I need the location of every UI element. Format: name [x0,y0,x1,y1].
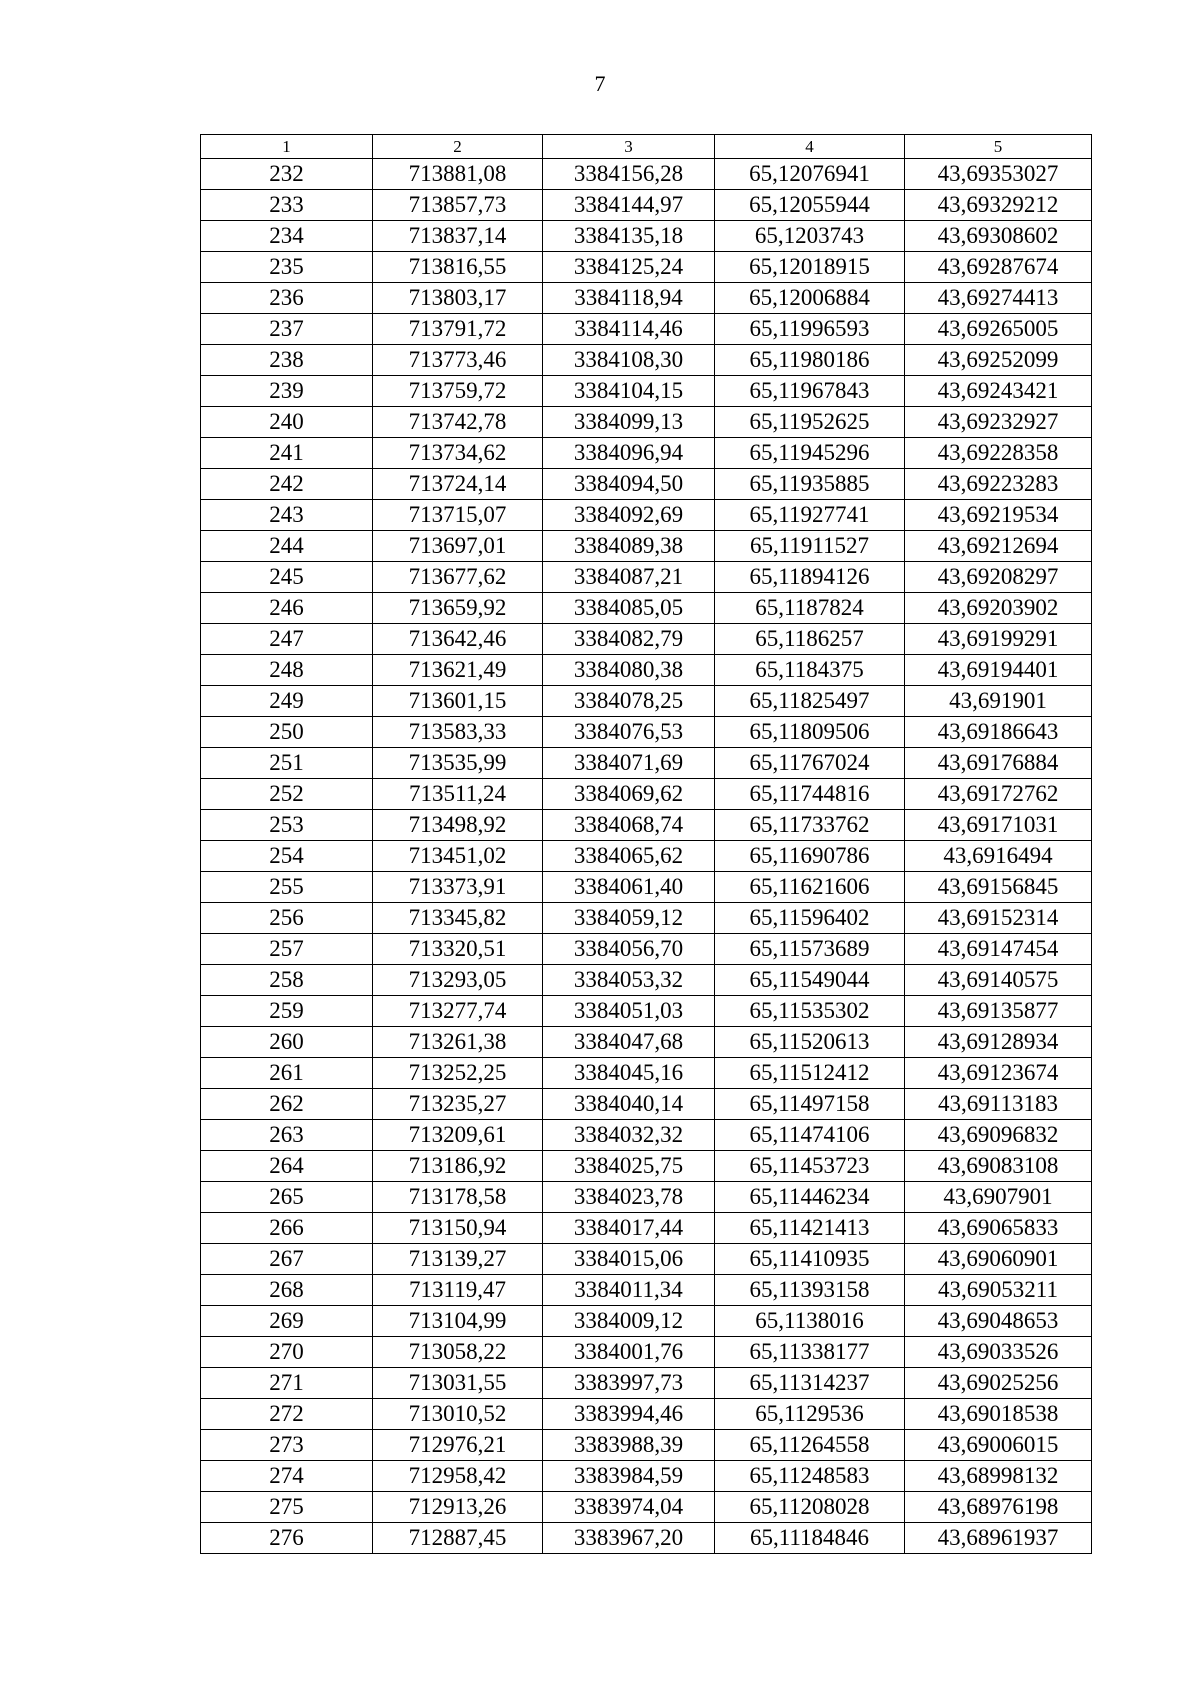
table-cell: 713345,82 [373,903,543,934]
table-cell: 65,11809506 [715,717,905,748]
table-cell: 65,11945296 [715,438,905,469]
table-row [201,376,1092,407]
table-cell: 713320,51 [373,934,543,965]
table-cell: 43,69228358 [905,438,1092,469]
table-cell: 3384156,28 [543,159,715,190]
table-row [201,996,1092,1027]
table-cell: 65,11446234 [715,1182,905,1213]
table-row [201,1430,1092,1461]
table-row [201,1151,1092,1182]
table-cell: 65,1138016 [715,1306,905,1337]
table-cell: 3384082,79 [543,624,715,655]
table-cell: 235 [201,252,373,283]
table-cell: 256 [201,903,373,934]
table-cell: 65,11744816 [715,779,905,810]
table-cell: 65,11690786 [715,841,905,872]
table-cell: 65,11393158 [715,1275,905,1306]
table-cell: 43,69147454 [905,934,1092,965]
table-cell: 65,11911527 [715,531,905,562]
table-cell: 65,1187824 [715,593,905,624]
table-cell: 43,69194401 [905,655,1092,686]
page-number: 7 [594,71,606,96]
table-cell: 43,69274413 [905,283,1092,314]
table-row [201,531,1092,562]
table-cell: 3383994,46 [543,1399,715,1430]
table-cell: 43,69308602 [905,221,1092,252]
table-cell: 713642,46 [373,624,543,655]
table-cell: 3384096,94 [543,438,715,469]
table-row [201,1089,1092,1120]
table-cell: 43,69186643 [905,717,1092,748]
table-cell: 3384085,05 [543,593,715,624]
table-row [201,1213,1092,1244]
table-cell: 713261,38 [373,1027,543,1058]
table-cell: 3384069,62 [543,779,715,810]
table-cell: 247 [201,624,373,655]
table-cell: 43,6907901 [905,1182,1092,1213]
table-cell: 713186,92 [373,1151,543,1182]
table-row [201,810,1092,841]
table-cell: 43,69053211 [905,1275,1092,1306]
table-cell: 3384092,69 [543,500,715,531]
table-row [201,1275,1092,1306]
table-cell: 65,1184375 [715,655,905,686]
table-cell: 65,11474106 [715,1120,905,1151]
table-cell: 43,69018538 [905,1399,1092,1430]
table-cell: 3384061,40 [543,872,715,903]
table-cell: 65,12076941 [715,159,905,190]
table-cell: 713601,15 [373,686,543,717]
table-cell: 65,11894126 [715,562,905,593]
table-row [201,1492,1092,1523]
table-cell: 245 [201,562,373,593]
table-row [201,624,1092,655]
table-cell: 65,12018915 [715,252,905,283]
table-cell: 43,68961937 [905,1523,1092,1554]
table-cell: 3384114,46 [543,314,715,345]
table-row [201,779,1092,810]
table-cell: 3383988,39 [543,1430,715,1461]
table-cell: 65,1186257 [715,624,905,655]
table-cell: 65,11535302 [715,996,905,1027]
table-cell: 43,69172762 [905,779,1092,810]
table-cell: 3384144,97 [543,190,715,221]
table-cell: 3384068,74 [543,810,715,841]
table-cell: 3384059,12 [543,903,715,934]
table-cell: 713451,02 [373,841,543,872]
table-cell: 43,69025256 [905,1368,1092,1399]
table-row [201,438,1092,469]
table-cell: 65,11621606 [715,872,905,903]
column-header: 2 [373,135,543,159]
table-cell: 269 [201,1306,373,1337]
table-row [201,1523,1092,1554]
table-cell: 65,11967843 [715,376,905,407]
table-cell: 43,69033526 [905,1337,1092,1368]
table-cell: 713119,47 [373,1275,543,1306]
table-row [201,748,1092,779]
table-row [201,1182,1092,1213]
table-row [201,190,1092,221]
table-cell: 713209,61 [373,1120,543,1151]
table-cell: 238 [201,345,373,376]
table-cell: 43,69203902 [905,593,1092,624]
table-cell: 43,68976198 [905,1492,1092,1523]
table-cell: 232 [201,159,373,190]
table-row [201,252,1092,283]
table-cell: 713857,73 [373,190,543,221]
table-cell: 65,1203743 [715,221,905,252]
table-cell: 43,69199291 [905,624,1092,655]
table-cell: 65,11767024 [715,748,905,779]
table-cell: 713277,74 [373,996,543,1027]
table-cell: 43,68998132 [905,1461,1092,1492]
table-cell: 237 [201,314,373,345]
table-cell: 713816,55 [373,252,543,283]
table-row [201,903,1092,934]
table-cell: 713235,27 [373,1089,543,1120]
table-row [201,1461,1092,1492]
table-cell: 713803,17 [373,283,543,314]
table-cell: 65,12055944 [715,190,905,221]
table-cell: 43,69287674 [905,252,1092,283]
table-cell: 3384009,12 [543,1306,715,1337]
table-cell: 65,11825497 [715,686,905,717]
table-cell: 713252,25 [373,1058,543,1089]
table-cell: 267 [201,1244,373,1275]
table-cell: 3384118,94 [543,283,715,314]
table-cell: 3384087,21 [543,562,715,593]
table-cell: 252 [201,779,373,810]
table-cell: 3383984,59 [543,1461,715,1492]
table-cell: 250 [201,717,373,748]
table-cell: 3384094,50 [543,469,715,500]
table-cell: 3384001,76 [543,1337,715,1368]
table-row [201,1058,1092,1089]
table-cell: 242 [201,469,373,500]
table-cell: 43,69135877 [905,996,1092,1027]
table-cell: 43,69243421 [905,376,1092,407]
table-cell: 43,69060901 [905,1244,1092,1275]
table-cell: 3384089,38 [543,531,715,562]
table-cell: 3384076,53 [543,717,715,748]
table-cell: 713031,55 [373,1368,543,1399]
table-cell: 65,11935885 [715,469,905,500]
table-row [201,872,1092,903]
table-row [201,1337,1092,1368]
table-row [201,1120,1092,1151]
table-cell: 65,11512412 [715,1058,905,1089]
table-cell: 65,11733762 [715,810,905,841]
table-cell: 65,11980186 [715,345,905,376]
table-cell: 270 [201,1337,373,1368]
table-cell: 249 [201,686,373,717]
table-row [201,221,1092,252]
table-cell: 43,69048653 [905,1306,1092,1337]
table-cell: 43,69208297 [905,562,1092,593]
table-cell: 3383967,20 [543,1523,715,1554]
table-cell: 272 [201,1399,373,1430]
table-cell: 713498,92 [373,810,543,841]
table-cell: 3383974,04 [543,1492,715,1523]
table-body [201,159,1092,1554]
table-cell: 43,69171031 [905,810,1092,841]
table-cell: 712958,42 [373,1461,543,1492]
table-cell: 713715,07 [373,500,543,531]
table-cell: 274 [201,1461,373,1492]
table-cell: 43,6916494 [905,841,1092,872]
table-cell: 65,11248583 [715,1461,905,1492]
table-cell: 713734,62 [373,438,543,469]
table-cell: 713583,33 [373,717,543,748]
table-cell: 244 [201,531,373,562]
table-row [201,655,1092,686]
table-cell: 233 [201,190,373,221]
table-cell: 712976,21 [373,1430,543,1461]
table-cell: 257 [201,934,373,965]
table-cell: 713791,72 [373,314,543,345]
table-cell: 246 [201,593,373,624]
table-cell: 3384078,25 [543,686,715,717]
table-cell: 713104,99 [373,1306,543,1337]
table-cell: 65,11264558 [715,1430,905,1461]
table-cell: 43,691901 [905,686,1092,717]
table-row [201,1244,1092,1275]
table-cell: 3384023,78 [543,1182,715,1213]
table-cell: 3384053,32 [543,965,715,996]
table-cell: 65,12006884 [715,283,905,314]
table-cell: 713058,22 [373,1337,543,1368]
table-row [201,934,1092,965]
table-cell: 239 [201,376,373,407]
table-cell: 43,69152314 [905,903,1092,934]
table-cell: 43,69219534 [905,500,1092,531]
table-cell: 253 [201,810,373,841]
table-cell: 65,11952625 [715,407,905,438]
table-row [201,717,1092,748]
table-cell: 271 [201,1368,373,1399]
table-row [201,1306,1092,1337]
table-cell: 43,69176884 [905,748,1092,779]
table-cell: 273 [201,1430,373,1461]
table-cell: 3384047,68 [543,1027,715,1058]
table-cell: 43,69265005 [905,314,1092,345]
table-cell: 713535,99 [373,748,543,779]
table-cell: 713759,72 [373,376,543,407]
table-cell: 254 [201,841,373,872]
table-row [201,1399,1092,1430]
table-cell: 713010,52 [373,1399,543,1430]
table-row [201,562,1092,593]
table-cell: 65,11573689 [715,934,905,965]
table-cell: 713881,08 [373,159,543,190]
table-cell: 713293,05 [373,965,543,996]
table-cell: 234 [201,221,373,252]
table-cell: 43,69006015 [905,1430,1092,1461]
table-cell: 240 [201,407,373,438]
table-row [201,841,1092,872]
table-cell: 264 [201,1151,373,1182]
table-cell: 43,69212694 [905,531,1092,562]
table-cell: 3384125,24 [543,252,715,283]
table-cell: 265 [201,1182,373,1213]
table-cell: 43,69232927 [905,407,1092,438]
column-header: 4 [715,135,905,159]
table-cell: 713659,92 [373,593,543,624]
table-row [201,965,1092,996]
table-cell: 43,69140575 [905,965,1092,996]
table-cell: 65,11549044 [715,965,905,996]
table-cell: 713139,27 [373,1244,543,1275]
table-cell: 43,69083108 [905,1151,1092,1182]
table-cell: 3384056,70 [543,934,715,965]
table-row [201,407,1092,438]
table-cell: 43,69156845 [905,872,1092,903]
table-header [201,135,1092,159]
table-cell: 65,11421413 [715,1213,905,1244]
column-header: 3 [543,135,715,159]
table-cell: 65,11410935 [715,1244,905,1275]
column-header: 1 [201,135,373,159]
table-cell: 43,69329212 [905,190,1092,221]
table-cell: 3384071,69 [543,748,715,779]
table-cell: 43,69123674 [905,1058,1092,1089]
table-cell: 3384065,62 [543,841,715,872]
table-row [201,469,1092,500]
table-cell: 713697,01 [373,531,543,562]
table-cell: 262 [201,1089,373,1120]
table-cell: 276 [201,1523,373,1554]
table-cell: 251 [201,748,373,779]
table-cell: 243 [201,500,373,531]
table-cell: 65,11338177 [715,1337,905,1368]
table-cell: 65,11520613 [715,1027,905,1058]
table-row [201,593,1092,624]
table-cell: 261 [201,1058,373,1089]
table-cell: 65,11996593 [715,314,905,345]
table-cell: 3384051,03 [543,996,715,1027]
table-cell: 3384025,75 [543,1151,715,1182]
header-row [201,135,1092,159]
table-cell: 43,69353027 [905,159,1092,190]
table-cell: 713837,14 [373,221,543,252]
table-cell: 3384135,18 [543,221,715,252]
table-cell: 712887,45 [373,1523,543,1554]
table-cell: 248 [201,655,373,686]
table-cell: 65,11314237 [715,1368,905,1399]
table-cell: 258 [201,965,373,996]
table-cell: 3384032,32 [543,1120,715,1151]
table-cell: 43,69065833 [905,1213,1092,1244]
table-cell: 275 [201,1492,373,1523]
table-cell: 65,1129536 [715,1399,905,1430]
table-row [201,314,1092,345]
table-cell: 712913,26 [373,1492,543,1523]
table-cell: 3384099,13 [543,407,715,438]
table-cell: 259 [201,996,373,1027]
table-cell: 713178,58 [373,1182,543,1213]
table-cell: 3384011,34 [543,1275,715,1306]
table-cell: 255 [201,872,373,903]
table-cell: 236 [201,283,373,314]
table-cell: 713511,24 [373,779,543,810]
table-cell: 713677,62 [373,562,543,593]
column-header: 5 [905,135,1092,159]
table-cell: 713773,46 [373,345,543,376]
table-cell: 263 [201,1120,373,1151]
coordinates-table [200,134,1092,1554]
table-cell: 713150,94 [373,1213,543,1244]
table-cell: 65,11596402 [715,903,905,934]
table-row [201,500,1092,531]
table-cell: 43,69128934 [905,1027,1092,1058]
table-cell: 43,69113183 [905,1089,1092,1120]
table-row [201,1027,1092,1058]
table-cell: 3383997,73 [543,1368,715,1399]
table-cell: 713621,49 [373,655,543,686]
table-cell: 241 [201,438,373,469]
table-row [201,1368,1092,1399]
table-cell: 65,11927741 [715,500,905,531]
table-row [201,686,1092,717]
table-cell: 65,11184846 [715,1523,905,1554]
table-cell: 713724,14 [373,469,543,500]
table-cell: 260 [201,1027,373,1058]
table-cell: 3384108,30 [543,345,715,376]
table-cell: 268 [201,1275,373,1306]
table-cell: 713742,78 [373,407,543,438]
table-row [201,283,1092,314]
table-cell: 3384080,38 [543,655,715,686]
table-cell: 3384040,14 [543,1089,715,1120]
table-cell: 65,11453723 [715,1151,905,1182]
table-cell: 3384017,44 [543,1213,715,1244]
table-row [201,159,1092,190]
table-cell: 3384104,15 [543,376,715,407]
table-cell: 65,11208028 [715,1492,905,1523]
table-cell: 266 [201,1213,373,1244]
table-cell: 65,11497158 [715,1089,905,1120]
table-cell: 43,69252099 [905,345,1092,376]
table-cell: 3384045,16 [543,1058,715,1089]
table-cell: 43,69096832 [905,1120,1092,1151]
table-row [201,345,1092,376]
table-cell: 43,69223283 [905,469,1092,500]
table-cell: 3384015,06 [543,1244,715,1275]
table-cell: 713373,91 [373,872,543,903]
